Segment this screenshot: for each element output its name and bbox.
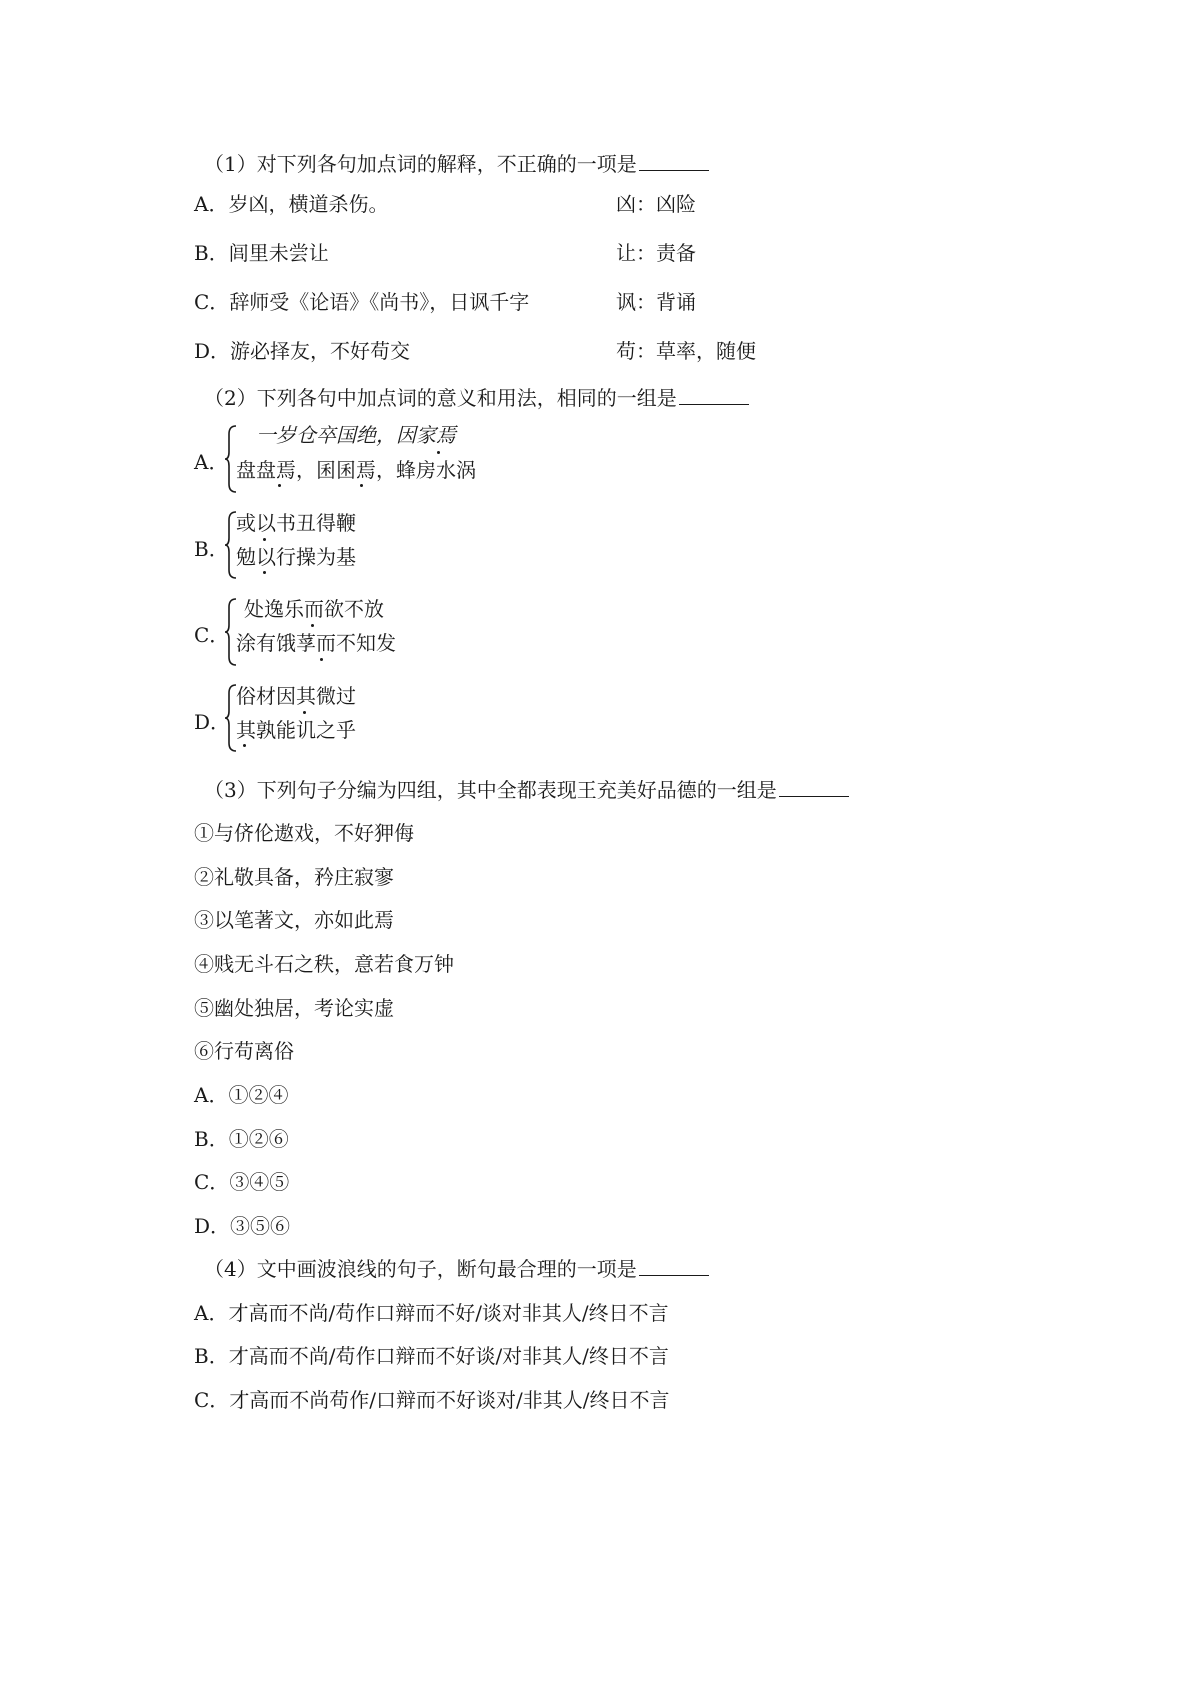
option-text: ①②④: [228, 1083, 289, 1107]
q2-option-a-line1: 一岁仓卒国绝，因家焉: [256, 423, 456, 447]
q4-stem: [204, 1255, 709, 1283]
option-sentence: 闾里未尝让: [228, 241, 329, 265]
option-sentence: 岁凶，横道杀伤。: [228, 192, 389, 216]
q4-stem-text: （4）文中画波浪线的句子，断句最合理的一项是: [204, 1257, 637, 1281]
q3-item: ⑤幽处独居，考论实虚: [194, 996, 394, 1020]
option-label: D．: [194, 1214, 231, 1238]
option-sentence: 辞师受《论语》《尚书》，日讽千字: [229, 290, 530, 314]
option-text: ③④⑤: [229, 1170, 290, 1194]
emphasis-dot: [311, 624, 314, 627]
q1-stem-text: （1）对下列各句加点词的解释，不正确的一项是: [204, 152, 637, 176]
q1-option-a-gloss: 凶：凶险: [616, 192, 696, 216]
emphasis-dot: [263, 571, 266, 574]
option-text: ①②⑥: [228, 1127, 289, 1151]
q3-stem: [204, 776, 849, 804]
answer-blank[interactable]: [639, 150, 709, 171]
q2-option-b-line2: 勉以行操为基: [236, 545, 356, 569]
q2-option-b-line1: 或以书丑得鞭: [236, 511, 356, 535]
q3-item: ⑥行苟离俗: [194, 1039, 294, 1063]
q3-option-a: [194, 1081, 288, 1109]
q3-item: ②礼敬具备，矜庄寂寥: [194, 865, 394, 889]
option-label: C．: [194, 1170, 230, 1194]
emphasis-dot: [278, 484, 281, 487]
option-label: A．: [194, 1083, 229, 1107]
q2-option-c-line2: 涂有饿莩而不知发: [236, 631, 396, 655]
q3-option-c: [194, 1168, 289, 1196]
option-label: B．: [194, 1127, 229, 1151]
answer-blank[interactable]: [779, 776, 849, 797]
option-text: ③⑤⑥: [230, 1214, 291, 1238]
option-text: 才高而不尚苟作/口辩而不好谈对/非其人/终日不言: [229, 1388, 670, 1412]
q3-option-b: [194, 1125, 289, 1153]
q2-stem-text: （2）下列各句中加点词的意义和用法，相同的一组是: [204, 386, 677, 410]
option-label: C．: [194, 1388, 230, 1412]
emphasis-dot: [320, 658, 323, 661]
q2-option-a-line2: 盘盘焉，囷囷焉，蜂房水涡: [236, 458, 476, 482]
q1-option-c-gloss: 讽：背诵: [616, 290, 696, 314]
q1-option-d-gloss: 苟：草率，随便: [616, 339, 756, 363]
q2-option-c-line1: 处逸乐而欲不放: [244, 597, 384, 621]
option-label: A．: [194, 1301, 229, 1325]
q3-stem-text: （3）下列句子分编为四组，其中全都表现王充美好品德的一组是: [204, 778, 777, 802]
q2-option-d-line2: 其孰能讥之乎: [236, 718, 356, 742]
option-label: C．: [194, 290, 230, 314]
q1-stem: [204, 150, 709, 178]
option-label: B．: [194, 241, 229, 265]
q2-option-d-label: D．: [194, 710, 231, 734]
option-label: A．: [194, 192, 229, 216]
q2-stem: [204, 384, 749, 412]
emphasis-dot: [303, 711, 306, 714]
option-text: 才高而不尚/苟作口辩而不好谈/对非其人/终日不言: [228, 1344, 669, 1368]
q3-item: ③以笔著文，亦如此焉: [194, 908, 394, 932]
q4-option-b: [194, 1342, 669, 1370]
q2-option-d-line1: 俗材因其微过: [236, 684, 356, 708]
q3-item: ④贱无斗石之秩，意若食万钟: [194, 952, 454, 976]
option-label: B．: [194, 1344, 229, 1368]
emphasis-dot: [437, 451, 440, 454]
q3-option-d: [194, 1212, 290, 1240]
q1-option-a: [194, 190, 388, 218]
answer-blank[interactable]: [679, 384, 749, 405]
option-sentence: 游必择友，不好苟交: [230, 339, 411, 363]
q4-option-a: [194, 1299, 669, 1327]
answer-blank[interactable]: [639, 1255, 709, 1276]
option-label: D．: [194, 339, 231, 363]
emphasis-dot: [243, 744, 246, 747]
q1-option-b-gloss: 让：责备: [616, 241, 696, 265]
option-text: 才高而不尚/苟作口辩而不好/谈对非其人/终日不言: [228, 1301, 669, 1325]
q1-option-c: [194, 288, 529, 316]
q2-option-c-label: C．: [194, 623, 230, 647]
q2-option-a-label: A．: [194, 450, 229, 474]
q3-item: ①与侪伦遨戏，不好狎侮: [194, 821, 414, 845]
emphasis-dot: [263, 538, 266, 541]
q1-option-d: [194, 337, 410, 365]
q1-option-b: [194, 239, 329, 267]
q4-option-c: [194, 1386, 670, 1414]
emphasis-dot: [360, 484, 363, 487]
q2-option-b-label: B．: [194, 537, 229, 561]
